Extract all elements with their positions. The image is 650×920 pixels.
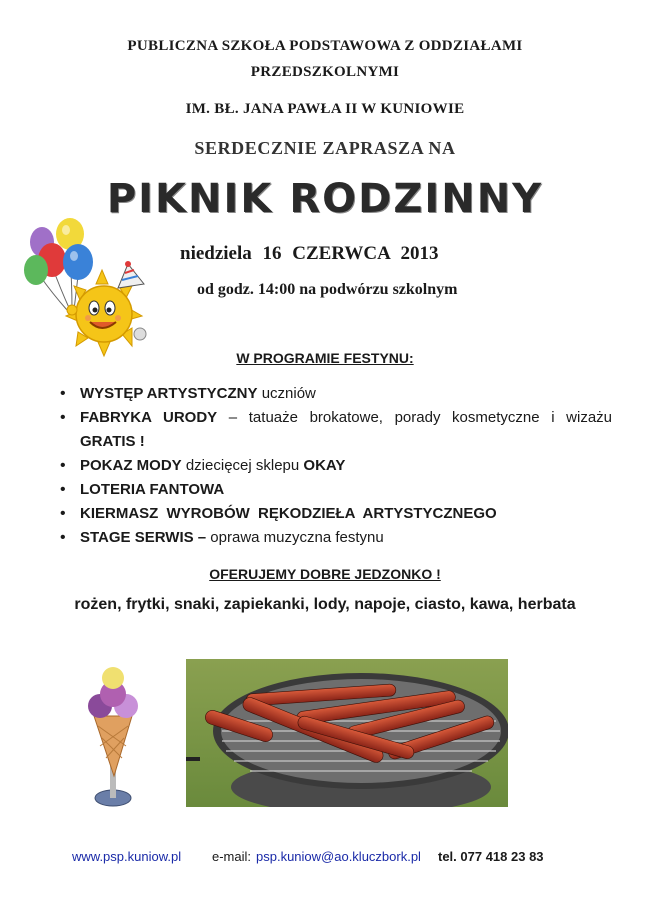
balloons-sun-icon <box>22 218 157 358</box>
event-date: niedziela 16 CZERWCA 2013 <box>180 243 439 264</box>
grill-photo <box>186 659 508 807</box>
program-item: • POKAZ MODY dziecięcej sklepu OKAY <box>60 454 612 478</box>
program-item: • FABRYKA URODY – tatuaże brokatowe, porady kosmetyczne i wizażu GRATIS ! <box>60 406 612 454</box>
event-time-place: od godz. 14:00 na podwórzu szkolnym <box>197 281 458 298</box>
program-item: • STAGE SERWIS – oprawa muzyczna festynu <box>60 526 612 550</box>
food-heading: OFERUJEMY DOBRE JEDZONKO ! <box>209 566 441 582</box>
invitation-text: SERDECZNIE ZAPRASZA NA <box>194 138 456 158</box>
phone-number: tel. 077 418 23 83 <box>438 849 544 864</box>
school-name-line1: PUBLICZNA SZKOŁA PODSTAWOWA Z ODDZIAŁAMI <box>127 38 523 54</box>
program-item: • LOTERIA FANTOWA <box>60 478 612 502</box>
school-name-line2: PRZEDSZKOLNYMI <box>250 64 400 80</box>
ice-cream-icon <box>80 666 146 810</box>
program-heading: W PROGRAMIE FESTYNU: <box>236 350 414 366</box>
program-item: • KIERMASZ WYROBÓW RĘKODZIEŁA ARTYSTYCZNEGO <box>60 502 612 526</box>
program-list <box>60 382 612 550</box>
email-label: e-mail: <box>212 849 252 864</box>
event-title: PIKNIK RODZINNY <box>106 176 544 222</box>
website-link[interactable]: www.psp.kuniow.pl <box>72 849 182 864</box>
email-link[interactable]: psp.kuniow@ao.kluczbork.pl <box>256 849 421 864</box>
food-list: rożen, frytki, snaki, zapiekanki, lody, napoje, ciasto, kawa, herbata <box>74 596 576 613</box>
school-patron: IM. BŁ. JANA PAWŁA II W KUNIOWIE <box>185 101 465 117</box>
program-item: • WYSTĘP ARTYSTYCZNY uczniów <box>60 382 612 406</box>
